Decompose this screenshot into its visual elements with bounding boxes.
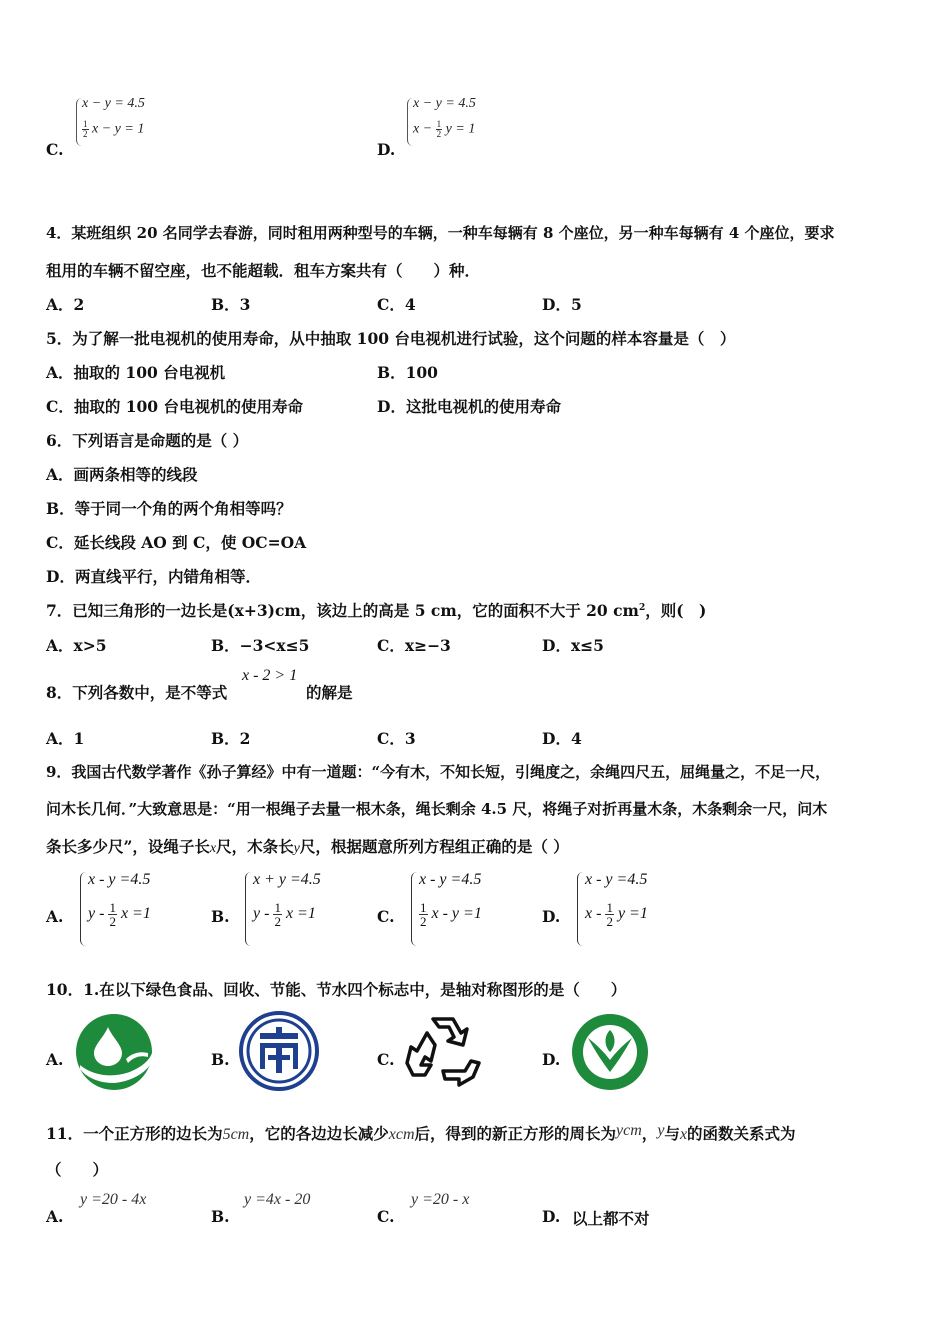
q4-option-a: A．2 <box>46 295 85 314</box>
q11-option-a-label: A. <box>46 1207 64 1226</box>
q9-d-frac-den: 2 <box>606 914 613 929</box>
q4-option-d: D．5 <box>542 295 582 314</box>
q9-b-frac-den: 2 <box>274 914 281 929</box>
q6-option-c: C．延长线段 AO 到 C，使 OC=OA <box>46 533 307 552</box>
q9-d-brace <box>577 872 585 946</box>
q6-option-a: A．画两条相等的线段 <box>46 465 198 484</box>
q9-stem-line1: 9．我国古代数学著作《孙子算经》中有一道题：“今有木，不知长短，引绳度之，余绳四尺五，屈绳量之，不足一尺， <box>46 763 831 781</box>
q9-b-eq2-post: x =1 <box>285 905 316 923</box>
q5-stem: 5．为了解一批电视机的使用寿命，从中抽取 100 台电视机进行试验，这个问题的样本容量是（ ） <box>46 329 736 348</box>
q11-text-1: 11．一个正方形的边长为 <box>46 1124 223 1143</box>
q11-option-d-text: 以上都不对 <box>572 1209 650 1228</box>
q3-option-c-label: C. <box>46 140 64 159</box>
q7-option-c: C．x≥−3 <box>377 636 451 655</box>
q9-a-eq2-post: x =1 <box>120 905 151 923</box>
q5-option-a: A．抽取的 100 台电视机 <box>46 363 226 382</box>
q8-stem-end: 的解是 <box>306 683 353 702</box>
q9-b-eq2 <box>253 901 316 928</box>
q9-a-eq2 <box>88 901 151 928</box>
q3-d-eq2-pre: x − <box>413 121 436 137</box>
q3-d-eq2-rest: y = 1 <box>445 121 476 137</box>
q7-stem-end: ，则( ) <box>645 601 707 620</box>
q10-stem: 10．1.在以下绿色食品、回收、节能、节水四个标志中，是轴对称图形的是（ ） <box>46 980 627 999</box>
q9-d-frac-num: 1 <box>606 900 613 915</box>
q9-c-eq1: x - y =4.5 <box>419 871 482 888</box>
water-drop-logo-icon <box>74 1013 154 1091</box>
q9-c-frac-num: 1 <box>420 900 427 915</box>
q9-b-eq1: x + y =4.5 <box>253 871 321 888</box>
q9-option-a-label: A. <box>46 907 64 926</box>
q7-option-a: A．x>5 <box>46 636 107 655</box>
q11-text-2: ，它的各边边长减少 <box>249 1124 389 1143</box>
q4-stem-line1: 4．某班组织 20 名同学去春游，同时租用两种型号的车辆，一种车每辆有 8 个座位，另一种车每辆有 4 个座位，要求 <box>46 224 835 242</box>
q3-c-eq2-rest: x − y = 1 <box>92 121 145 137</box>
q9-option-b-label: B. <box>211 907 230 926</box>
q9-b-frac-num: 1 <box>274 900 281 915</box>
q3-d-frac-num: 1 <box>436 119 442 129</box>
q4-option-c: C．4 <box>377 295 416 314</box>
q4-stem-line2: 租用的车辆不留空座，也不能超载．租车方案共有（ ）种． <box>46 261 481 280</box>
q11-stem-line2: （ ） <box>46 1160 109 1179</box>
q11-text-4: ， <box>641 1124 658 1143</box>
q3-c-frac-num: 1 <box>83 119 88 129</box>
q11-text-5: 与 <box>664 1124 680 1143</box>
q5-option-b: B．100 <box>377 363 438 382</box>
q3-d-eq1: x − y = 4.5 <box>413 96 476 111</box>
q11-option-d-label: D. <box>542 1207 561 1226</box>
q9-line3-part3: 尺，根据题意所列方程组正确的是（ ） <box>299 837 569 856</box>
energy-saving-logo-icon <box>238 1011 320 1091</box>
q9-d-eq2 <box>585 901 648 928</box>
q11-math-y: y <box>657 1122 665 1139</box>
q6-option-b: B．等于同一个角的两个角相等吗？ <box>46 499 292 518</box>
q9-line3-part2: 尺，木条长 <box>216 837 294 856</box>
q11-math-xcm: xcm <box>388 1126 415 1143</box>
q9-c-eq2 <box>419 901 482 928</box>
q4-option-b: B．3 <box>211 295 251 314</box>
q10-option-b-label: B. <box>211 1050 230 1069</box>
q8-option-c: C．3 <box>377 729 416 748</box>
q3-d-frac-den: 2 <box>436 129 442 139</box>
q10-option-c-label: C. <box>377 1050 395 1069</box>
q9-d-eq1: x - y =4.5 <box>585 871 648 888</box>
q9-a-frac-num: 1 <box>109 900 116 915</box>
q8-inequality: x - 2 > 1 <box>242 667 298 684</box>
q10-option-a-label: A. <box>46 1050 64 1069</box>
q9-stem-line3 <box>46 835 569 857</box>
q3-c-eq1: x − y = 4.5 <box>82 96 145 111</box>
q8-stem-start: 8．下列各数中，是不等式 <box>46 683 228 702</box>
q11-math-x: x <box>679 1126 688 1143</box>
q9-b-eq2-pre: y - <box>253 905 274 923</box>
q9-b-brace <box>245 872 253 946</box>
q11-option-c-expr: y =20 - x <box>411 1191 470 1208</box>
q9-c-eq2-post: x - y =1 <box>431 905 482 923</box>
q9-a-brace <box>80 872 88 946</box>
q11-option-c-label: C. <box>377 1207 395 1226</box>
q9-a-frac-den: 2 <box>109 914 116 929</box>
q11-text-6: 的函数关系式为 <box>687 1124 796 1143</box>
q8-option-b: B．2 <box>211 729 251 748</box>
q9-a-eq2-pre: y - <box>88 905 109 923</box>
q11-option-b-label: B. <box>211 1207 230 1226</box>
q7-stem-superscript: 2 <box>638 602 646 613</box>
q11-option-b-expr: y =4x - 20 <box>244 1191 311 1208</box>
q6-stem: 6．下列语言是命题的是（ ） <box>46 431 249 450</box>
q9-option-c-label: C. <box>377 907 395 926</box>
q9-d-eq2-pre: x - <box>585 905 606 923</box>
q8-option-a: A．1 <box>46 729 85 748</box>
q10-option-d-label: D. <box>542 1050 561 1069</box>
q6-option-d: D．两直线平行，内错角相等． <box>46 567 261 586</box>
q9-c-frac-den: 2 <box>420 914 427 929</box>
q11-option-a-expr: y =20 - 4x <box>80 1191 147 1208</box>
q9-d-eq2-post: y =1 <box>617 905 648 923</box>
recycle-logo-icon <box>403 1013 485 1091</box>
q3-c-eq2 <box>82 120 144 139</box>
q9-var-x: x <box>209 841 217 856</box>
q7-stem <box>46 599 706 621</box>
q9-line3-part1: 条长多少尺”，设绳子长 <box>46 837 210 856</box>
q9-var-y: y <box>293 841 300 856</box>
q7-stem-text: 7．已知三角形的一边长是(x+3)cm，该边上的高是 5 cm，它的面积不大于 20 cm <box>46 601 639 620</box>
q8-option-d: D．4 <box>542 729 582 748</box>
q3-d-eq2 <box>413 120 475 139</box>
q9-a-eq1: x - y =4.5 <box>88 871 151 888</box>
green-food-logo-icon <box>570 1012 650 1092</box>
q9-stem-line2: 问木长几何．”大致意思是：“用一根绳子去量一根木条，绳长剩余 4.5 尺，将绳子对折再量木条，木条剩余一尺，问木 <box>46 800 828 818</box>
q5-option-d: D．这批电视机的使用寿命 <box>377 397 561 416</box>
q5-option-c: C．抽取的 100 台电视机的使用寿命 <box>46 397 303 416</box>
q9-c-brace <box>411 872 419 946</box>
q11-math-5cm: 5cm <box>222 1126 250 1143</box>
q9-option-d-label: D. <box>542 907 561 926</box>
q11-text-3: 后，得到的新正方形的周长为 <box>414 1124 617 1143</box>
q7-option-d: D．x≤5 <box>542 636 604 655</box>
q11-stem-line1 <box>46 1122 796 1144</box>
q7-option-b: B．−3<x≤5 <box>211 636 310 655</box>
q11-math-ycm: ycm <box>616 1122 642 1139</box>
q3-option-d-label: D. <box>377 140 396 159</box>
q3-c-frac-den: 2 <box>83 129 88 139</box>
